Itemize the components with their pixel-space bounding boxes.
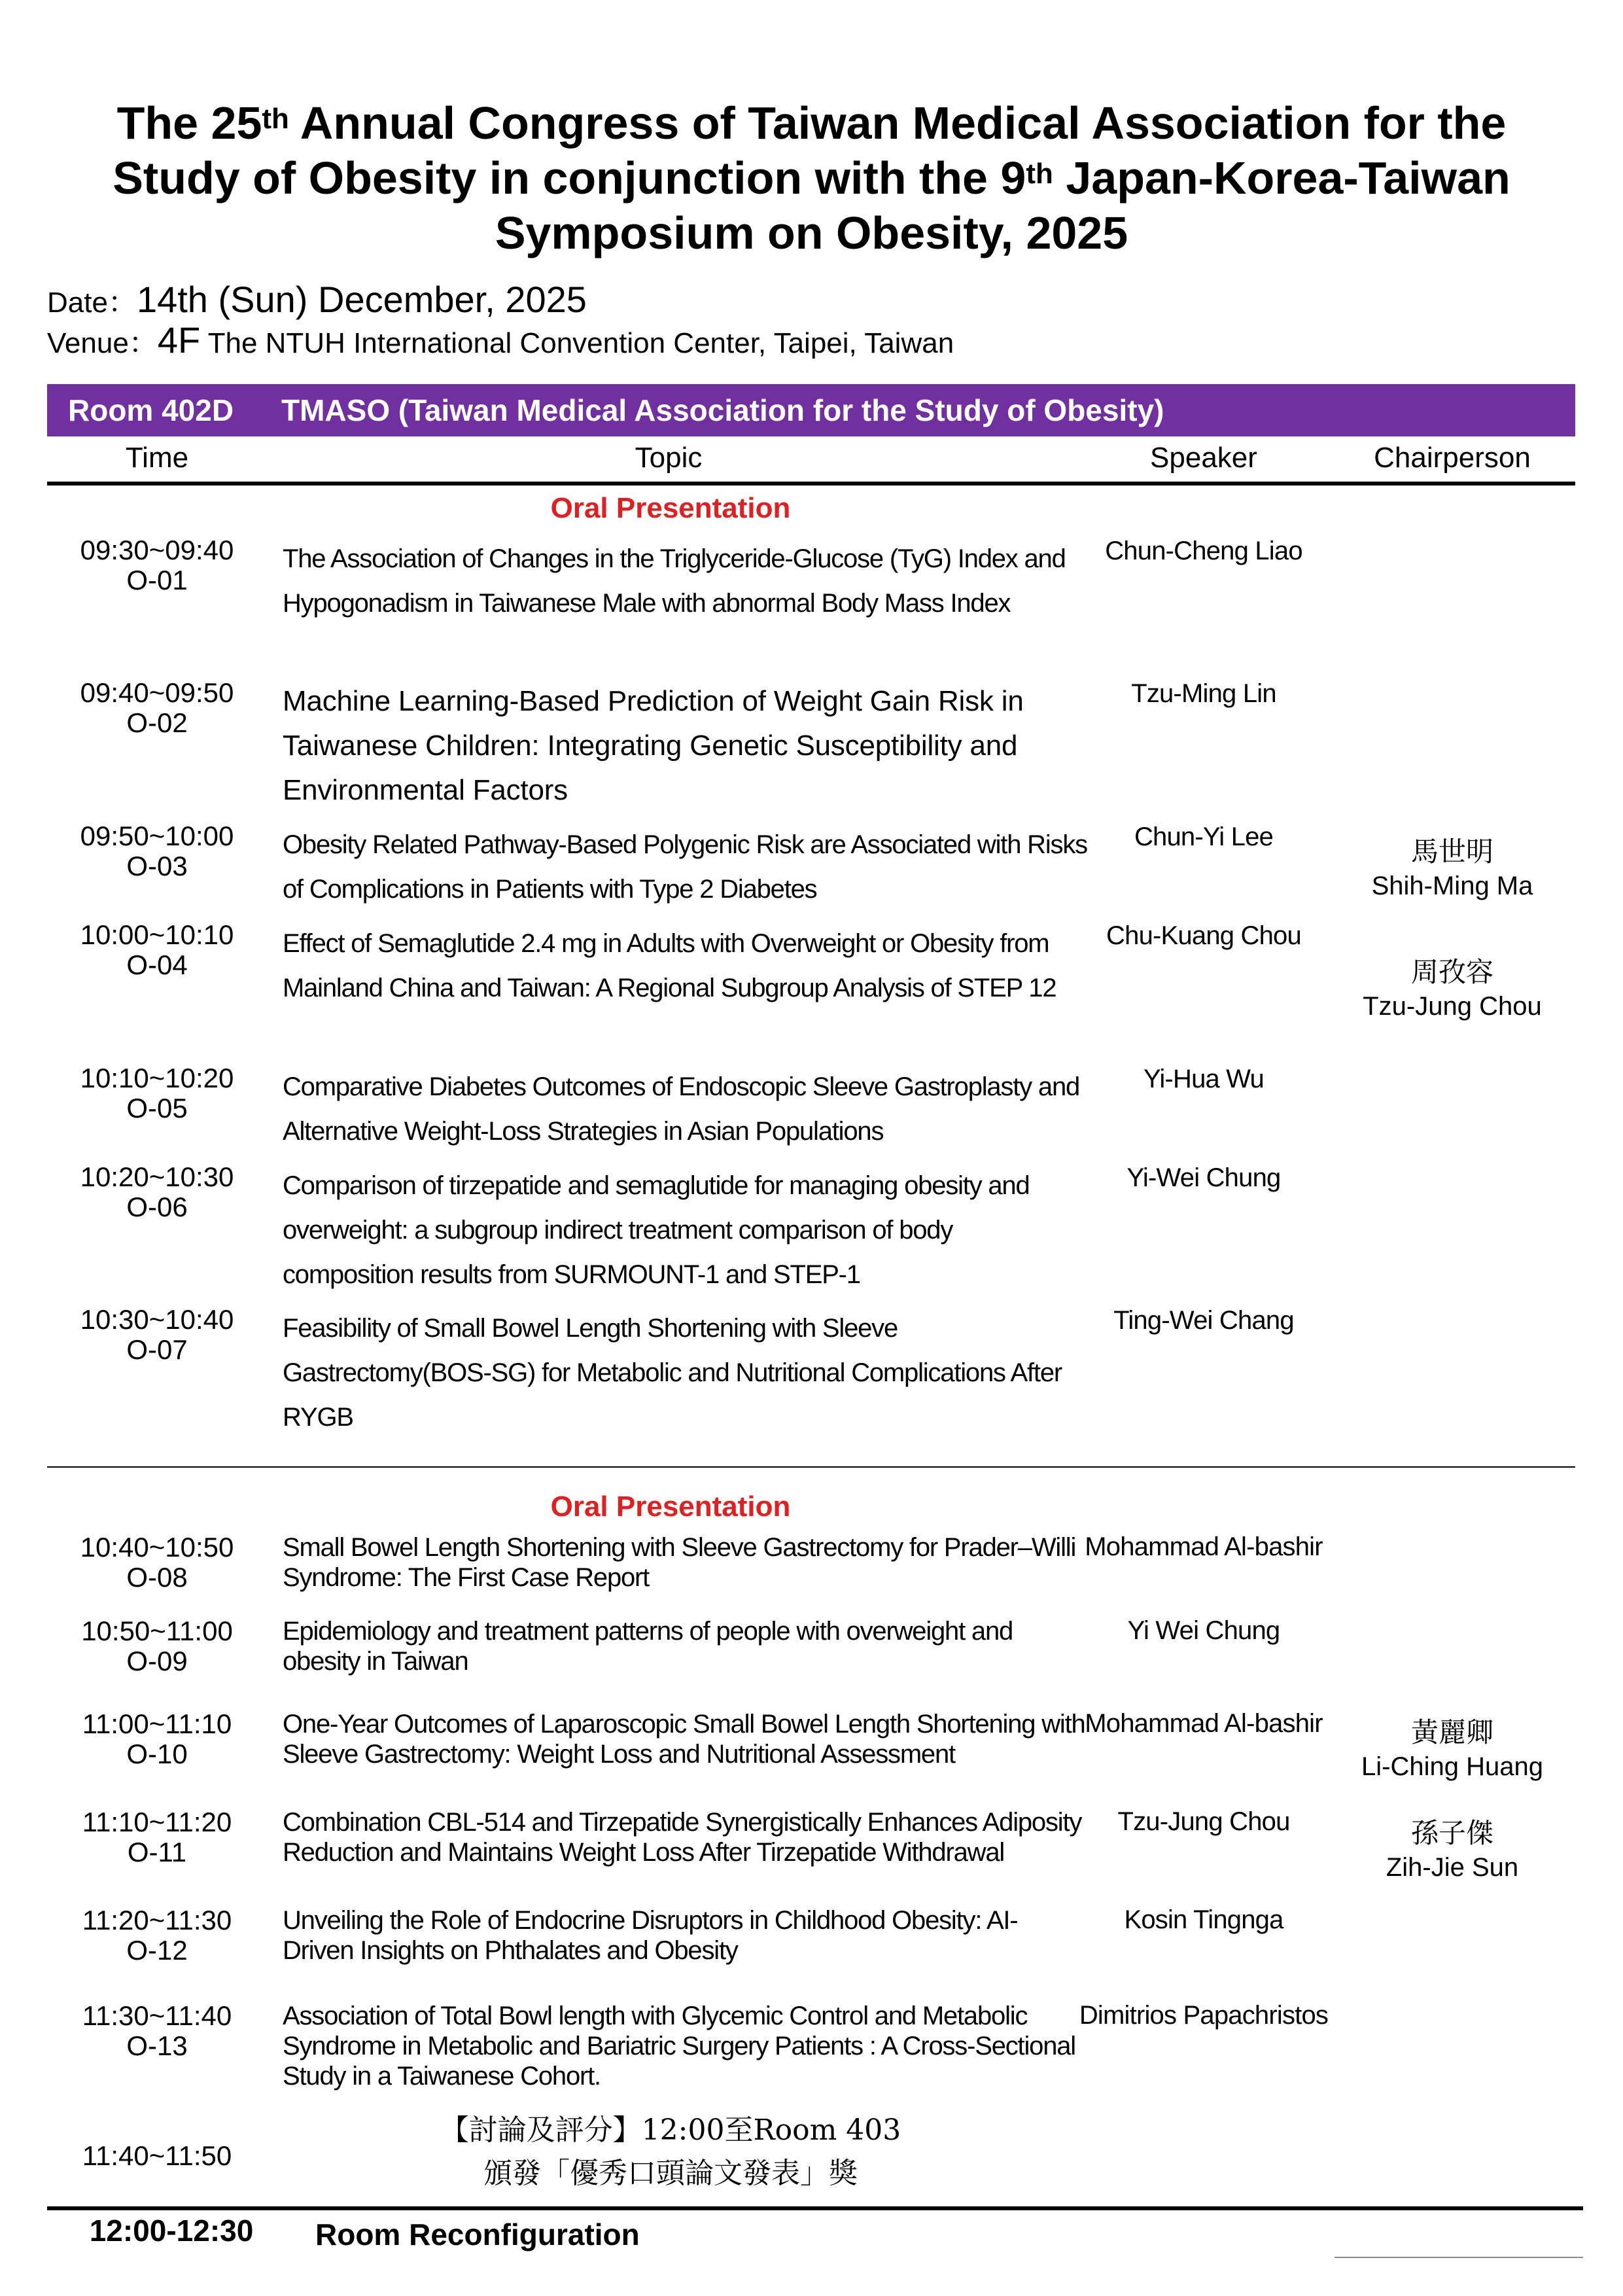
venue-value: The NTUH International Convention Center, Taipei, Taiwan <box>200 327 954 359</box>
session-code: O-08 <box>126 1562 188 1593</box>
speaker-o08: Mohammad Al-bashir <box>1085 1532 1323 1561</box>
topic-o12: Unveiling the Role of Endocrine Disruptors in Childhood Obesity: AI-Driven Insights on Phthalates and Obesity <box>283 1906 1018 1965</box>
title-text: Study of Obesity in conjunction with the 9 <box>113 152 1026 203</box>
chair-name-en: Li-Ching Huang <box>1361 1752 1543 1781</box>
speaker-o12: Kosin Tingnga <box>1124 1905 1283 1934</box>
session-time: 10:50~11:00 <box>81 1616 233 1646</box>
topic-o07: Feasibility of Small Bowel Length Shortening with Sleeve Gastrectomy(BOS-SG) for Metabolic and Nutritional Complications After RYGB <box>283 1314 1062 1432</box>
col-speaker: Speaker <box>1150 442 1257 474</box>
chair-name-zh: 孫子傑 <box>1410 1817 1493 1849</box>
chair-2b <box>1335 1816 1570 1884</box>
topic-o05: Comparative Diabetes Outcomes of Endoscopic Sleeve Gastroplasty and Alternative Weight-Loss Strategies in Asian Populations <box>283 1072 1080 1146</box>
session-code: O-09 <box>126 1646 188 1676</box>
time-o11 <box>47 1807 267 1867</box>
title-sup: th <box>1026 158 1053 190</box>
col-topic: Topic <box>635 442 703 474</box>
section2-label: Oral Presentation <box>550 1491 791 1523</box>
speaker-o11: Tzu-Jung Chou <box>1117 1807 1290 1836</box>
chair-2a <box>1335 1716 1570 1784</box>
session-time: 11:20~11:30 <box>82 1905 232 1935</box>
title-line-3: Symposium on Obesity, 2025 <box>495 207 1128 258</box>
topic-o04: Effect of Semaglutide 2.4 mg in Adults with Overweight or Obesity from Mainland China and Taiwan: A Regional Subgroup Analysis of STEP 12 <box>283 929 1056 1002</box>
time-o06 <box>47 1162 267 1222</box>
chair-name-en: Tzu-Jung Chou <box>1363 992 1542 1021</box>
topic-o03: Obesity Related Pathway-Based Polygenic Risk are Associated with Risks of Complications in Patients with Type 2 Diabetes <box>283 830 1087 904</box>
room-banner <box>47 384 1575 436</box>
topic-o08: Small Bowel Length Shortening with Sleeve Gastrectomy for Prader–Willi Syndrome: The First Case Report <box>283 1533 1076 1592</box>
venue-floor: 4F <box>157 319 201 361</box>
chair-name-zh: 黃麗卿 <box>1410 1716 1493 1748</box>
session-time: 10:40~10:50 <box>80 1532 234 1563</box>
time-o05 <box>47 1063 267 1123</box>
col-time: Time <box>125 442 189 474</box>
col-chair: Chairperson <box>1374 442 1531 474</box>
time-o12 <box>47 1905 267 1966</box>
time-o01 <box>47 535 267 595</box>
banner-org: TMASO (Taiwan Medical Association for the Study of Obesity) <box>281 393 1164 427</box>
venue-label: Venue： <box>47 327 158 359</box>
title-text: Japan-Korea-Taiwan <box>1053 152 1510 203</box>
reconfig-label: Room Reconfiguration <box>315 2217 640 2252</box>
chair-name-zh: 周孜容 <box>1410 956 1493 988</box>
header-rule <box>47 482 1575 486</box>
date-value: 14th (Sun) December, 2025 <box>136 279 587 320</box>
time-o07 <box>47 1305 267 1365</box>
time-o13 <box>47 2001 267 2061</box>
section-divider <box>47 1466 1575 1468</box>
session-code: O-06 <box>126 1192 188 1222</box>
discussion-time: 11:40~11:50 <box>82 2140 232 2171</box>
time-o08 <box>47 1532 267 1593</box>
topic-o09: Epidemiology and treatment patterns of people with overweight and obesity in Taiwan <box>283 1617 1013 1676</box>
topic-o01: The Association of Changes in the Triglyceride-Glucose (TyG) Index and Hypogonadism in Taiwanese Male with abnormal Body Mass Index <box>283 544 1066 618</box>
speaker-o09: Yi Wei Chung <box>1127 1616 1280 1645</box>
session-time: 10:30~10:40 <box>80 1304 234 1335</box>
speaker-o10: Mohammad Al-bashir <box>1085 1709 1323 1738</box>
session-code: O-05 <box>126 1093 188 1123</box>
session-code: O-12 <box>126 1935 188 1966</box>
session-code: O-03 <box>126 851 188 881</box>
session-code: O-01 <box>126 565 188 595</box>
banner-room: Room 402D <box>68 393 234 427</box>
session-time: 09:50~10:00 <box>80 821 234 851</box>
speaker-o07: Ting-Wei Chang <box>1113 1306 1294 1335</box>
speaker-o06: Yi-Wei Chung <box>1126 1163 1281 1192</box>
chair-name-en: Shih-Ming Ma <box>1371 872 1533 900</box>
topic-o13: Association of Total Bowl length with Glycemic Control and Metabolic Syndrome in Metabolic and Bariatric Surgery Patients : A Cross-Sectional Study in a Taiwanese Cohort. <box>283 2002 1075 2091</box>
date-label: Date： <box>47 287 137 319</box>
discussion-line-2: 頒發「優秀口頭論文發表」獎 <box>483 2157 858 2190</box>
session-time: 10:20~10:30 <box>80 1161 234 1192</box>
footer-rule <box>47 2206 1583 2210</box>
title-line-1 <box>0 96 1623 150</box>
topic-o06: Comparison of tirzepatide and semaglutide for managing obesity and overweight: a subgroup indirect treatment comparison of body composition results from SURMOUNT-1 and STEP-1 <box>283 1171 1030 1289</box>
session-code: O-02 <box>126 707 188 738</box>
speaker-o05: Yi-Hua Wu <box>1143 1065 1264 1093</box>
chair-1b <box>1335 955 1570 1023</box>
title-sup: th <box>262 103 289 135</box>
title-text: The 25 <box>116 97 262 149</box>
topic-o10: One-Year Outcomes of Laparoscopic Small Bowel Length Shortening with Sleeve Gastrectomy: Weight Loss and Nutritional Assessment <box>283 1710 1085 1769</box>
session-time: 10:00~10:10 <box>80 919 234 950</box>
session-time: 11:30~11:40 <box>82 2000 232 2031</box>
session-code: O-10 <box>126 1739 188 1769</box>
topic-o02: Machine Learning-Based Prediction of Weight Gain Risk in Taiwanese Children: Integrating Genetic Susceptibility and Environmental Factors <box>283 685 1024 806</box>
time-o02 <box>47 678 267 738</box>
speaker-o03: Chun-Yi Lee <box>1134 822 1274 851</box>
session-code: O-04 <box>126 949 188 980</box>
session-time: 11:00~11:10 <box>82 1708 232 1739</box>
speaker-o04: Chu-Kuang Chou <box>1106 921 1301 950</box>
date-line <box>47 281 587 321</box>
session-code: O-11 <box>127 1837 187 1867</box>
topic-o11: Combination CBL-514 and Tirzepatide Synergistically Enhances Adiposity Reduction and Maintains Weight Loss After Tirzepatide Withdrawal <box>283 1808 1082 1867</box>
session-code: O-07 <box>126 1334 188 1365</box>
session-time: 09:40~09:50 <box>80 677 234 708</box>
chair-name-zh: 馬世明 <box>1410 836 1493 868</box>
time-o04 <box>47 920 267 980</box>
title-text: Annual Congress of Taiwan Medical Association for the <box>288 97 1507 149</box>
session-code: O-13 <box>126 2030 188 2061</box>
time-o10 <box>47 1709 267 1769</box>
reconfig-time: 12:00-12:30 <box>89 2214 254 2248</box>
speaker-o13: Dimitrios Papachristos <box>1079 2001 1329 2030</box>
chair-1a <box>1335 835 1570 903</box>
session-time: 10:10~10:20 <box>80 1063 234 1093</box>
chair-name-en: Zih-Jie Sun <box>1386 1853 1519 1882</box>
venue-line <box>47 319 954 362</box>
time-o09 <box>47 1616 267 1676</box>
time-o03 <box>47 821 267 881</box>
speaker-o01: Chun-Cheng Liao <box>1105 537 1302 565</box>
session-time: 09:30~09:40 <box>80 535 234 565</box>
title-line-2 <box>0 150 1623 205</box>
session-time: 11:10~11:20 <box>82 1807 232 1837</box>
section1-label: Oral Presentation <box>550 492 791 524</box>
speaker-o02: Tzu-Ming Lin <box>1131 679 1276 708</box>
discussion-line-1: 【討論及評分】12:00至Room 403 <box>440 2113 901 2147</box>
footer-short-rule <box>1335 2257 1583 2258</box>
